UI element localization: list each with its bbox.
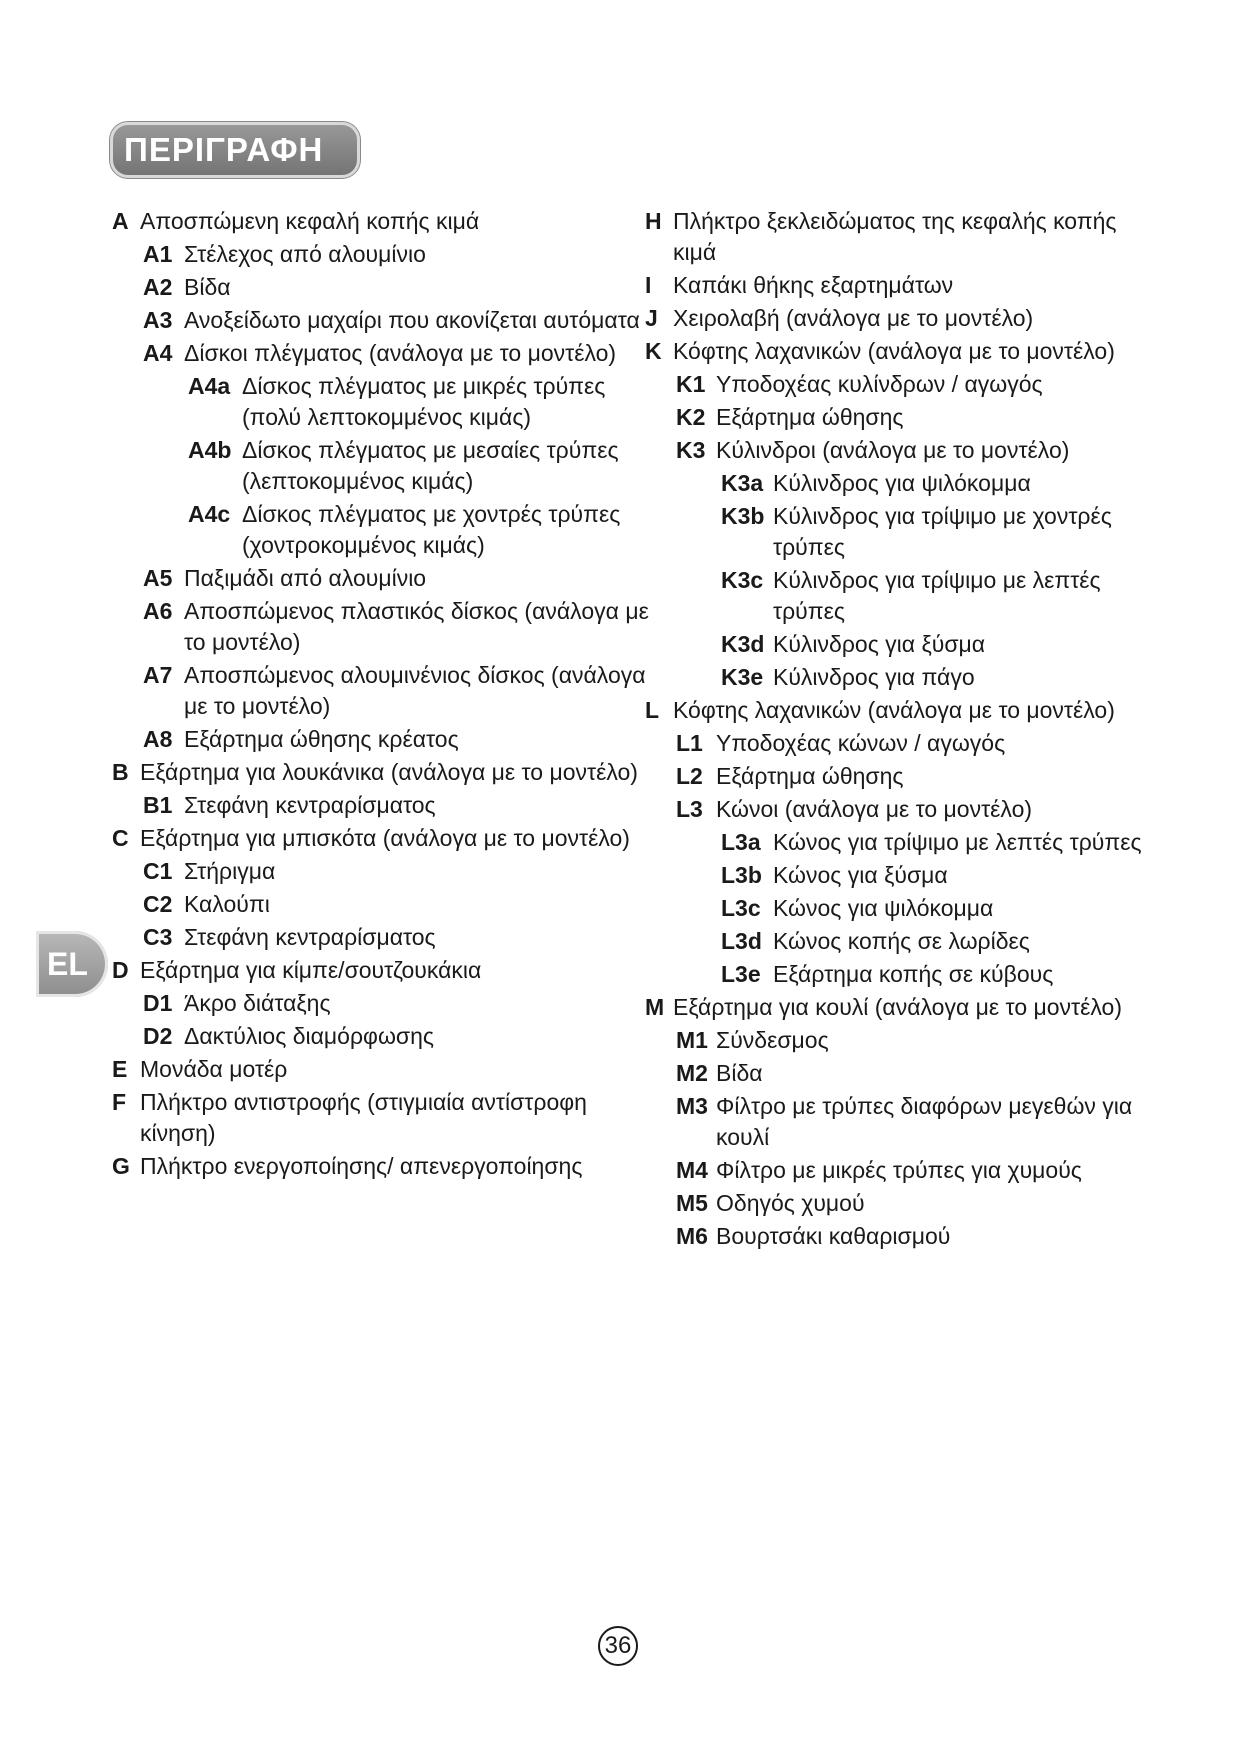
- part-item: [721, 959, 1145, 990]
- part-item: [721, 662, 1145, 693]
- part-code: D1: [143, 990, 173, 1016]
- part-code: G: [112, 1153, 130, 1179]
- part-description: Πλήκτρο ξεκλειδώματος της κεφαλής κοπής κιμά: [673, 208, 1117, 265]
- part-item: [143, 563, 652, 594]
- part-description: Υποδοχέας κυλίνδρων / αγωγός: [716, 371, 1043, 397]
- part-description: Κύλινδρος για τρίψιμο με λεπτές τρύπες: [773, 567, 1101, 624]
- part-item: [676, 402, 1145, 433]
- part-item: [645, 695, 1145, 726]
- part-item: [112, 206, 652, 237]
- part-code: K3b: [721, 503, 765, 529]
- part-code: K3c: [721, 567, 764, 593]
- part-item: [676, 1058, 1145, 1089]
- part-code: K1: [676, 371, 706, 397]
- part-item: [143, 889, 652, 920]
- part-description: Κύλινδρος για ψιλόκομμα: [773, 470, 1031, 496]
- part-code: F: [112, 1089, 127, 1115]
- part-item: [143, 305, 652, 336]
- part-item: [676, 435, 1145, 466]
- part-code: I: [645, 272, 652, 298]
- part-code: C: [112, 825, 129, 851]
- part-code: M4: [676, 1157, 708, 1183]
- part-item: [676, 1091, 1145, 1153]
- part-description: Δίσκοι πλέγματος (ανάλογα με το μοντέλο): [184, 340, 617, 366]
- part-description: Χειρολαβή (ανάλογα με το μοντέλο): [673, 305, 1034, 331]
- part-item: [143, 1021, 652, 1052]
- part-code: M3: [676, 1093, 708, 1119]
- part-item: [721, 827, 1145, 858]
- part-code: L3: [676, 796, 703, 822]
- part-item: [676, 369, 1145, 400]
- part-code: L3c: [721, 895, 761, 921]
- language-code: EL: [47, 946, 88, 982]
- part-item: [645, 303, 1145, 334]
- part-code: A2: [143, 274, 173, 300]
- part-description: Δίσκος πλέγματος με μεσαίες τρύπες (λεπτοκομμένος κιμάς): [242, 437, 619, 494]
- page-number: 36: [598, 1626, 638, 1666]
- part-code: D: [112, 957, 129, 983]
- part-code: K2: [676, 404, 706, 430]
- part-description: Κόφτης λαχανικών (ανάλογα με το μοντέλο): [673, 697, 1115, 723]
- part-item: [721, 629, 1145, 660]
- part-item: [721, 501, 1145, 563]
- part-code: L3e: [721, 961, 761, 987]
- part-description: Βουρτσάκι καθαρισμού: [716, 1223, 951, 1249]
- part-description: Μονάδα μοτέρ: [140, 1056, 288, 1082]
- part-description: Δίσκος πλέγματος με χοντρές τρύπες (χοντροκομμένος κιμάς): [242, 501, 621, 558]
- part-item: [112, 1151, 652, 1182]
- part-code: A4: [143, 340, 173, 366]
- part-code: M5: [676, 1190, 708, 1216]
- part-item: [645, 336, 1145, 367]
- part-code: A4c: [188, 501, 231, 527]
- part-code: M2: [676, 1060, 708, 1086]
- part-description: Πλήκτρο ενεργοποίησης/ απενεργοποίησης: [140, 1153, 583, 1179]
- part-code: L2: [676, 763, 703, 789]
- part-item: [112, 823, 652, 854]
- part-code: E: [112, 1056, 128, 1082]
- part-item: [143, 790, 652, 821]
- part-code: A4b: [188, 437, 232, 463]
- part-code: K: [645, 338, 662, 364]
- part-code: M1: [676, 1027, 708, 1053]
- part-item: [143, 596, 652, 658]
- part-item: [676, 1221, 1145, 1252]
- part-description: Φίλτρο με τρύπες διαφόρων μεγεθών για κουλί: [716, 1093, 1133, 1150]
- part-code: L3d: [721, 928, 762, 954]
- part-item: [188, 499, 652, 561]
- parts-list-left: [112, 206, 652, 1184]
- part-description: Σύνδεσμος: [716, 1027, 829, 1053]
- part-description: Εξάρτημα για κουλί (ανάλογα με το μοντέλο): [673, 994, 1122, 1020]
- part-code: A5: [143, 565, 173, 591]
- part-description: Κύλινδρος για τρίψιμο με χοντρές τρύπες: [773, 503, 1112, 560]
- part-code: A7: [143, 662, 173, 688]
- part-item: [645, 992, 1145, 1023]
- part-item: [676, 728, 1145, 759]
- part-item: [676, 761, 1145, 792]
- part-code: K3e: [721, 664, 764, 690]
- part-description: Βίδα: [716, 1060, 763, 1086]
- part-code: C3: [143, 924, 173, 950]
- part-code: D2: [143, 1023, 173, 1049]
- part-code: K3d: [721, 631, 765, 657]
- language-tab: [36, 931, 108, 997]
- part-description: Κώνος κοπής σε λωρίδες: [773, 928, 1030, 954]
- part-description: Εξάρτημα ώθησης: [716, 763, 904, 789]
- part-description: Αποσπώμενος αλουμινένιος δίσκος (ανάλογα με το μοντέλο): [184, 662, 646, 719]
- part-code: H: [645, 208, 662, 234]
- part-description: Στεφάνη κεντραρίσματος: [184, 924, 436, 950]
- part-item: [676, 1188, 1145, 1219]
- part-description: Στεφάνη κεντραρίσματος: [184, 792, 436, 818]
- part-item: [112, 1054, 652, 1085]
- part-description: Εξάρτημα ώθησης κρέατος: [184, 726, 459, 752]
- part-description: Κώνος για τρίψιμο με λεπτές τρύπες: [773, 829, 1142, 855]
- part-item: [676, 1155, 1145, 1186]
- part-description: Παξιμάδι από αλουμίνιο: [184, 565, 427, 591]
- part-description: Κόφτης λαχανικών (ανάλογα με το μοντέλο): [673, 338, 1115, 364]
- part-code: A3: [143, 307, 173, 333]
- part-item: [143, 660, 652, 722]
- part-item: [112, 1087, 652, 1149]
- part-description: Καπάκι θήκης εξαρτημάτων: [673, 272, 954, 298]
- part-code: A1: [143, 241, 173, 267]
- part-description: Εξάρτημα για μπισκότα (ανάλογα με το μοντέλο): [140, 825, 630, 851]
- part-description: Πλήκτρο αντιστροφής (στιγμιαία αντίστροφη κίνηση): [140, 1089, 587, 1146]
- section-title-tab: [110, 122, 360, 178]
- part-description: Κύλινδρος για πάγο: [773, 664, 975, 690]
- part-description: Στέλεχος από αλουμίνιο: [184, 241, 426, 267]
- part-code: B1: [143, 792, 173, 818]
- part-item: [188, 435, 652, 497]
- part-item: [143, 856, 652, 887]
- part-code: A8: [143, 726, 173, 752]
- part-description: Αποσπώμενος πλαστικός δίσκος (ανάλογα με το μοντέλο): [184, 598, 649, 655]
- part-item: [721, 893, 1145, 924]
- part-description: Κύλινδρος για ξύσμα: [773, 631, 986, 657]
- part-code: L3a: [721, 829, 761, 855]
- part-code: M: [645, 994, 665, 1020]
- part-description: Εξάρτημα ώθησης: [716, 404, 904, 430]
- part-code: L1: [676, 730, 703, 756]
- part-code: A6: [143, 598, 173, 624]
- part-code: B: [112, 759, 129, 785]
- part-code: K3a: [721, 470, 764, 496]
- part-code: J: [645, 305, 658, 331]
- part-description: Άκρο διάταξης: [184, 990, 331, 1016]
- part-item: [143, 922, 652, 953]
- part-description: Κώνοι (ανάλογα με το μοντέλο): [716, 796, 1033, 822]
- part-code: L3b: [721, 862, 762, 888]
- part-description: Κώνος για ξύσμα: [773, 862, 948, 888]
- part-description: Αποσπώμενη κεφαλή κοπής κιμά: [140, 208, 480, 234]
- part-item: [188, 371, 652, 433]
- part-description: Καλούπι: [184, 891, 270, 917]
- part-description: Εξάρτημα κοπής σε κύβους: [773, 961, 1054, 987]
- part-description: Υποδοχέας κώνων / αγωγός: [716, 730, 1006, 756]
- part-description: Κώνος για ψιλόκομμα: [773, 895, 994, 921]
- part-code: A: [112, 208, 129, 234]
- part-item: [721, 565, 1145, 627]
- part-item: [676, 1025, 1145, 1056]
- part-description: Φίλτρο με μικρές τρύπες για χυμούς: [716, 1157, 1082, 1183]
- part-description: Βίδα: [184, 274, 231, 300]
- part-description: Οδηγός χυμού: [716, 1190, 865, 1216]
- part-item: [143, 239, 652, 270]
- part-item: [645, 270, 1145, 301]
- part-description: Εξάρτημα για λουκάνικα (ανάλογα με το μοντέλο): [140, 759, 638, 785]
- part-description: Ανοξείδωτο μαχαίρι που ακονίζεται αυτόματα: [184, 307, 640, 333]
- part-item: [143, 988, 652, 1019]
- part-description: Εξάρτημα για κίμπε/σουτζουκάκια: [140, 957, 482, 983]
- part-code: A4a: [188, 373, 231, 399]
- part-code: C1: [143, 858, 173, 884]
- part-code: K3: [676, 437, 706, 463]
- part-item: [721, 926, 1145, 957]
- part-description: Κύλινδροι (ανάλογα με το μοντέλο): [716, 437, 1070, 463]
- part-item: [645, 206, 1145, 268]
- part-description: Στήριγμα: [184, 858, 276, 884]
- part-item: [676, 794, 1145, 825]
- part-code: C2: [143, 891, 173, 917]
- part-item: [143, 338, 652, 369]
- part-item: [143, 724, 652, 755]
- section-title: ΠΕΡΙΓΡΑΦΗ: [124, 131, 324, 168]
- part-item: [721, 860, 1145, 891]
- part-description: Δίσκος πλέγματος με μικρές τρύπες (πολύ λεπτοκομμένος κιμάς): [242, 373, 606, 430]
- parts-list-right: [645, 206, 1145, 1254]
- part-item: [112, 757, 652, 788]
- part-code: L: [645, 697, 660, 723]
- part-code: M6: [676, 1223, 708, 1249]
- part-description: Δακτύλιος διαμόρφωσης: [184, 1023, 434, 1049]
- part-item: [112, 955, 652, 986]
- part-item: [143, 272, 652, 303]
- part-item: [721, 468, 1145, 499]
